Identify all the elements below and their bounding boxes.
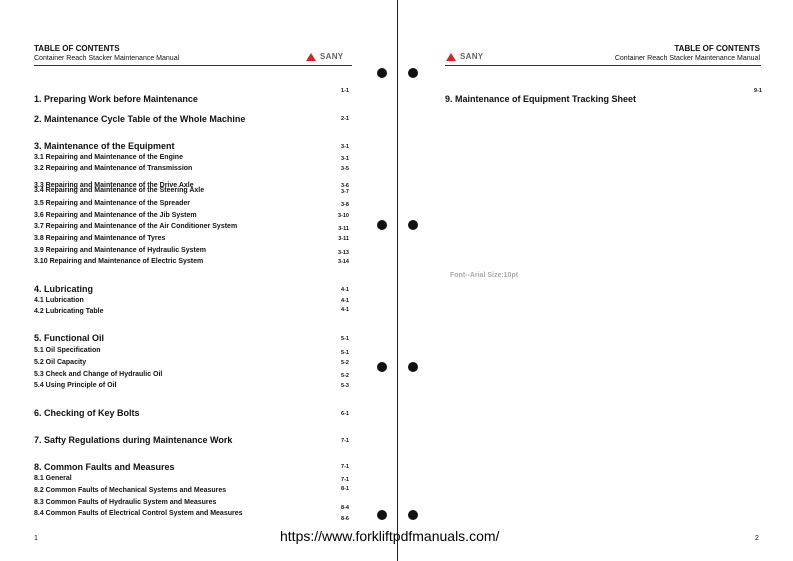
left-page: TABLE OF CONTENTS Container Reach Stacker Maintenance Manual SANY 1. Preparing Work before Maintenance 1-1 2. Maintenance Cycle Table of the Whole Machine 2-1 3. Maintenance of the Equipment 3-1 3.1 Repairing and Maintenance of the Engine 3-1 3.2 Repairing and Maintenance of Transmission 3-5 3.3 Repairing and Maintenance of the Drive Axle 3-6 3.4 Repairing and Maintenance of the Steering Axle 3-7 3.5 Repairing and Maintenance of the Spreader 3-8 3.6 Repairing and Maintenance of the Jib System 3-10 3.7 Repairing and Maintenance of the Air Conditioner System 3-11 3.8 Repairing and Maintenance of Tyres 3-11 3.9 Repairing and Maintenance of Hydraulic System 3-13 3.10 Repairing and Maintenance of Electric System 3-14 4. Lubricating 4-1 4.1 Lubrication 4-1 4.2 Lubricating Table 4-1 5. Functional Oil 5-1 5.1 Oil Specification 5-1 5.2 Oil Capacity 5-2 5.3 Check and Change of Hydraulic Oil 5-2 5.4 Using Principle of Oil 5-3 6. Checking of Key Bolts 6-1 7. Safty Regulations during Maintenance Work 7-1 8. Common Faults and Measures 7-1 8.1 General 7-1 8.2 Common Faults of Mechanical Systems and Measures 8-1 8.3 Common Faults of Hydraulic System and Measures 8-4 8.4 Common Faults of Electrical Control System and Measures 8-6 1	[0, 0, 397, 561]
left-logo-text: SANY	[320, 52, 344, 61]
binder-hole	[377, 220, 387, 230]
binder-hole	[408, 68, 418, 78]
binder-hole	[377, 362, 387, 372]
right-header-subtitle: Container Reach Stacker Maintenance Manual	[614, 55, 760, 62]
left-header-title: TABLE OF CONTENTS	[34, 44, 120, 53]
binder-hole	[408, 362, 418, 372]
binder-hole	[408, 220, 418, 230]
sany-logo-icon	[306, 53, 317, 61]
right-logo-text: SANY	[460, 52, 484, 61]
binder-hole	[408, 510, 418, 520]
left-header-subtitle: Container Reach Stacker Maintenance Manual	[34, 55, 180, 62]
left-page-number: 1	[34, 535, 38, 542]
sany-logo-icon	[446, 53, 457, 61]
right-page	[398, 0, 793, 561]
right-header-rule	[445, 65, 761, 66]
binder-hole	[377, 68, 387, 78]
binder-hole	[377, 510, 387, 520]
right-page-number: 2	[755, 535, 759, 542]
left-header-rule	[34, 65, 352, 66]
right-header-title: TABLE OF CONTENTS	[674, 44, 760, 53]
left-sany-logo	[306, 52, 343, 61]
watermark-url: https://www.forkliftpdfmanuals.com/	[280, 528, 500, 544]
right-sany-logo	[446, 52, 483, 61]
font-note: Font--Arial Size:10pt	[450, 272, 519, 279]
